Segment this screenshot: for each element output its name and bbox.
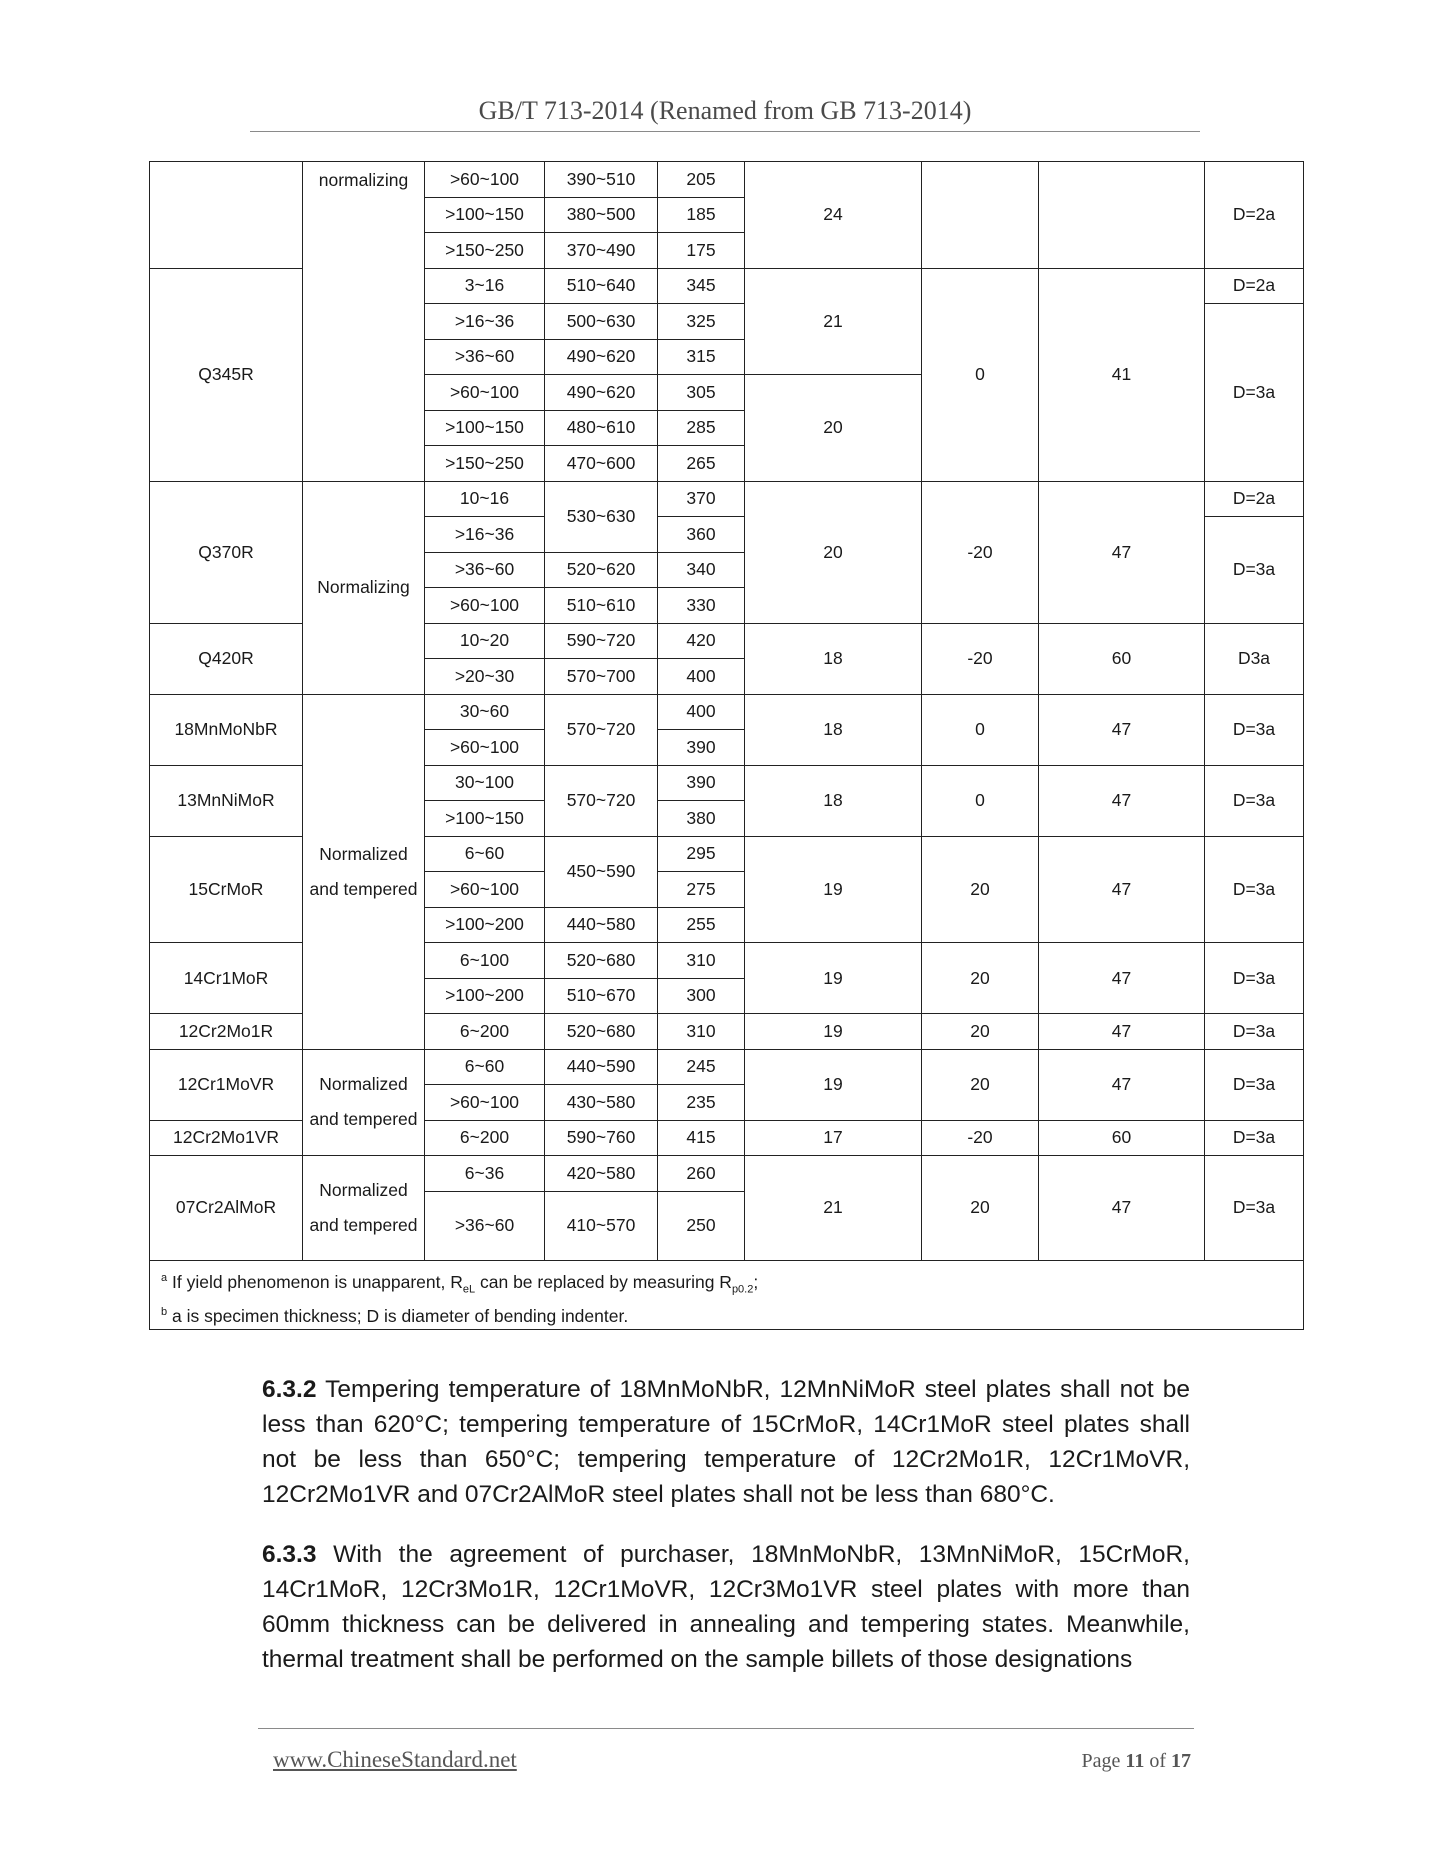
tensile-cell: 410~570 — [545, 1191, 658, 1260]
thickness-cell: 30~100 — [425, 765, 545, 801]
yield-cell: 300 — [658, 978, 745, 1014]
bending-cell: D=2a — [1205, 481, 1304, 517]
elongation-cell: 24 — [745, 162, 922, 269]
thickness-cell: >60~100 — [425, 162, 545, 198]
elongation-cell: 18 — [745, 623, 922, 694]
clause-text: Tempering temperature of 18MnMoNbR, 12MnNiMoR steel plates shall not be less than 620°C; tempering temperature of 15CrMoR, 14Cr1MoR steel plates shall not be less than 650°C; tempering temperature of 12Cr2Mo1R, 12Cr1MoVR, 12Cr2Mo1VR and 07Cr2AlMoR steel plates shall not be less than 680°C. — [262, 1376, 1190, 1508]
temperature-cell: 20 — [922, 836, 1039, 943]
elongation-cell: 17 — [745, 1120, 922, 1156]
thickness-cell: >100~150 — [425, 197, 545, 233]
thickness-cell: >150~250 — [425, 233, 545, 269]
yield-cell: 310 — [658, 1014, 745, 1050]
impact-energy-cell: 60 — [1039, 623, 1205, 694]
bending-cell: D=3a — [1205, 1156, 1304, 1261]
table-row — [150, 1049, 1304, 1085]
thickness-cell: >60~100 — [425, 1085, 545, 1121]
yield-cell: 360 — [658, 517, 745, 553]
bending-cell: D=3a — [1205, 694, 1304, 765]
bending-cell: D=3a — [1205, 517, 1304, 624]
thickness-cell: >16~36 — [425, 304, 545, 340]
page-number: Page 11 of 17 — [1081, 1750, 1191, 1772]
yield-cell: 345 — [658, 268, 745, 304]
temperature-cell: 0 — [922, 765, 1039, 836]
tensile-cell: 520~620 — [545, 552, 658, 588]
yield-cell: 325 — [658, 304, 745, 340]
yield-cell: 415 — [658, 1120, 745, 1156]
table-row — [150, 162, 1304, 198]
elongation-cell: 21 — [745, 268, 922, 375]
yield-cell: 250 — [658, 1191, 745, 1260]
tensile-cell: 370~490 — [545, 233, 658, 269]
thickness-cell: >60~100 — [425, 375, 545, 411]
yield-cell: 185 — [658, 197, 745, 233]
elongation-cell: 20 — [745, 375, 922, 482]
bending-cell: D=3a — [1205, 1014, 1304, 1050]
yield-cell: 330 — [658, 588, 745, 624]
impact-energy-cell: 41 — [1039, 268, 1205, 481]
bending-cell: D=2a — [1205, 162, 1304, 269]
impact-energy-cell: 47 — [1039, 1156, 1205, 1261]
tensile-cell: 510~670 — [545, 978, 658, 1014]
grade-cell: 07Cr2AlMoR — [150, 1156, 303, 1261]
yield-cell: 310 — [658, 943, 745, 979]
footnote-a: $^a$ If yield phenomenon is unapparent, $R_{eL}$ can be replaced by measuring $R_{p0.2}$; — [161, 1271, 759, 1295]
clause-6-3-3 — [262, 1537, 1190, 1677]
yield-cell: 255 — [658, 907, 745, 943]
impact-energy-cell: 47 — [1039, 481, 1205, 623]
yield-cell: 245 — [658, 1049, 745, 1085]
thickness-cell: >100~150 — [425, 410, 545, 446]
temperature-cell: -20 — [922, 1120, 1039, 1156]
yield-cell: 260 — [658, 1156, 745, 1192]
impact-energy-cell — [1039, 162, 1205, 269]
bending-cell: D=2a — [1205, 268, 1304, 304]
bending-cell: D=3a — [1205, 765, 1304, 836]
tensile-cell: 430~580 — [545, 1085, 658, 1121]
grade-cell: 13MnNiMoR — [150, 765, 303, 836]
thickness-cell: >36~60 — [425, 339, 545, 375]
temperature-cell: 20 — [922, 943, 1039, 1014]
temperature-cell: -20 — [922, 481, 1039, 623]
thickness-cell: 6~200 — [425, 1014, 545, 1050]
bending-cell: D=3a — [1205, 943, 1304, 1014]
thickness-cell: >36~60 — [425, 552, 545, 588]
grade-cell: 12Cr1MoVR — [150, 1049, 303, 1120]
thickness-cell: 10~20 — [425, 623, 545, 659]
tensile-cell: 510~640 — [545, 268, 658, 304]
tensile-cell: 490~620 — [545, 375, 658, 411]
yield-cell: 370 — [658, 481, 745, 517]
clause-text: With the agreement of purchaser, 18MnMoNbR, 13MnNiMoR, 15CrMoR, 14Cr1MoR, 12Cr3Mo1R, 12Cr1MoVR, 12Cr3Mo1VR steel plates with more than 60mm thickness can be delivered in annealing and tempering states. Meanwhile, thermal treatment shall be performed on the sample billets of those designations — [262, 1541, 1190, 1673]
thickness-cell: >16~36 — [425, 517, 545, 553]
tensile-cell: 380~500 — [545, 197, 658, 233]
temperature-cell: -20 — [922, 623, 1039, 694]
thickness-cell: >60~100 — [425, 730, 545, 766]
thickness-cell: >100~150 — [425, 801, 545, 837]
process-cell: Normalizing — [303, 481, 425, 694]
tensile-cell: 490~620 — [545, 339, 658, 375]
grade-cell: Q345R — [150, 268, 303, 481]
thickness-cell: >60~100 — [425, 872, 545, 908]
thickness-cell: >100~200 — [425, 978, 545, 1014]
elongation-cell: 19 — [745, 943, 922, 1014]
tensile-cell: 390~510 — [545, 162, 658, 198]
impact-energy-cell: 47 — [1039, 1049, 1205, 1120]
thickness-cell: >150~250 — [425, 446, 545, 482]
bending-cell: D=3a — [1205, 304, 1304, 482]
process-cell: Normalized and tempered — [303, 1156, 425, 1261]
grade-cell: 12Cr2Mo1VR — [150, 1120, 303, 1156]
clause-6-3-2 — [262, 1372, 1190, 1512]
thickness-cell: 6~200 — [425, 1120, 545, 1156]
thickness-cell: >100~200 — [425, 907, 545, 943]
table-footnote-row — [150, 1260, 1304, 1329]
footer-rule — [258, 1728, 1194, 1729]
yield-cell: 390 — [658, 730, 745, 766]
thickness-cell: >20~30 — [425, 659, 545, 695]
yield-cell: 420 — [658, 623, 745, 659]
grade-cell: 15CrMoR — [150, 836, 303, 943]
header-rule — [250, 131, 1200, 132]
yield-cell: 340 — [658, 552, 745, 588]
grade-cell: 18MnMoNbR — [150, 694, 303, 765]
impact-energy-cell: 47 — [1039, 943, 1205, 1014]
thickness-cell: 6~100 — [425, 943, 545, 979]
tensile-cell: 590~760 — [545, 1120, 658, 1156]
bending-cell: D=3a — [1205, 836, 1304, 943]
tensile-cell: 590~720 — [545, 623, 658, 659]
impact-energy-cell: 47 — [1039, 694, 1205, 765]
temperature-cell: 20 — [922, 1156, 1039, 1261]
temperature-cell: 0 — [922, 268, 1039, 481]
temperature-cell: 20 — [922, 1049, 1039, 1120]
bending-cell: D3a — [1205, 623, 1304, 694]
table-row — [150, 694, 1304, 730]
yield-cell: 235 — [658, 1085, 745, 1121]
elongation-cell: 18 — [745, 694, 922, 765]
process-cell: Normalized and tempered — [303, 694, 425, 1049]
clause-number: 6.3.3 — [262, 1541, 317, 1568]
bending-cell: D=3a — [1205, 1049, 1304, 1120]
tensile-cell: 520~680 — [545, 943, 658, 979]
impact-energy-cell: 47 — [1039, 1014, 1205, 1050]
yield-cell: 400 — [658, 694, 745, 730]
tensile-cell: 570~700 — [545, 659, 658, 695]
thickness-cell: 10~16 — [425, 481, 545, 517]
tensile-cell: 420~580 — [545, 1156, 658, 1192]
grade-cell: 14Cr1MoR — [150, 943, 303, 1014]
yield-cell: 265 — [658, 446, 745, 482]
thickness-cell: 6~60 — [425, 1049, 545, 1085]
impact-energy-cell: 47 — [1039, 836, 1205, 943]
yield-cell: 390 — [658, 765, 745, 801]
elongation-cell: 20 — [745, 481, 922, 623]
grade-cell: Q420R — [150, 623, 303, 694]
process-cell: Normalized and tempered — [303, 1049, 425, 1156]
grade-cell — [150, 162, 303, 269]
elongation-cell: 18 — [745, 765, 922, 836]
tensile-cell: 500~630 — [545, 304, 658, 340]
table-footnotes — [150, 1260, 1304, 1329]
yield-cell: 295 — [658, 836, 745, 872]
website-link[interactable]: www.ChineseStandard.net — [273, 1747, 517, 1772]
temperature-cell: 20 — [922, 1014, 1039, 1050]
yield-cell: 285 — [658, 410, 745, 446]
yield-cell: 400 — [658, 659, 745, 695]
page-header: GB/T 713-2014 (Renamed from GB 713-2014) — [478, 96, 972, 125]
tensile-cell: 570~720 — [545, 694, 658, 765]
impact-energy-cell: 60 — [1039, 1120, 1205, 1156]
thickness-cell: 3~16 — [425, 268, 545, 304]
tensile-cell: 510~610 — [545, 588, 658, 624]
tensile-cell: 450~590 — [545, 836, 658, 907]
grade-cell: Q370R — [150, 481, 303, 623]
thickness-cell: >60~100 — [425, 588, 545, 624]
elongation-cell: 19 — [745, 1049, 922, 1120]
tensile-cell: 480~610 — [545, 410, 658, 446]
yield-cell: 175 — [658, 233, 745, 269]
elongation-cell: 19 — [745, 836, 922, 943]
thickness-cell: 6~60 — [425, 836, 545, 872]
yield-cell: 380 — [658, 801, 745, 837]
elongation-cell: 19 — [745, 1014, 922, 1050]
bending-cell: D=3a — [1205, 1120, 1304, 1156]
yield-cell: 275 — [658, 872, 745, 908]
temperature-cell — [922, 162, 1039, 269]
process-cell: normalizing — [303, 162, 425, 482]
temperature-cell: 0 — [922, 694, 1039, 765]
thickness-cell: 6~36 — [425, 1156, 545, 1192]
thickness-cell: >36~60 — [425, 1191, 545, 1260]
clause-number: 6.3.2 — [262, 1376, 317, 1403]
thickness-cell: 30~60 — [425, 694, 545, 730]
yield-cell: 305 — [658, 375, 745, 411]
impact-energy-cell: 47 — [1039, 765, 1205, 836]
tensile-cell: 530~630 — [545, 481, 658, 552]
tensile-cell: 520~680 — [545, 1014, 658, 1050]
yield-cell: 315 — [658, 339, 745, 375]
tensile-cell: 440~590 — [545, 1049, 658, 1085]
yield-cell: 205 — [658, 162, 745, 198]
footnote-b: $^b$ a is specimen thickness; D is diameter of bending indenter. — [161, 1305, 629, 1326]
table-row — [150, 481, 1304, 517]
grade-cell: 12Cr2Mo1R — [150, 1014, 303, 1050]
mechanical-properties-table — [149, 161, 1304, 1330]
tensile-cell: 570~720 — [545, 765, 658, 836]
elongation-cell: 21 — [745, 1156, 922, 1261]
table-row — [150, 1156, 1304, 1192]
tensile-cell: 440~580 — [545, 907, 658, 943]
tensile-cell: 470~600 — [545, 446, 658, 482]
